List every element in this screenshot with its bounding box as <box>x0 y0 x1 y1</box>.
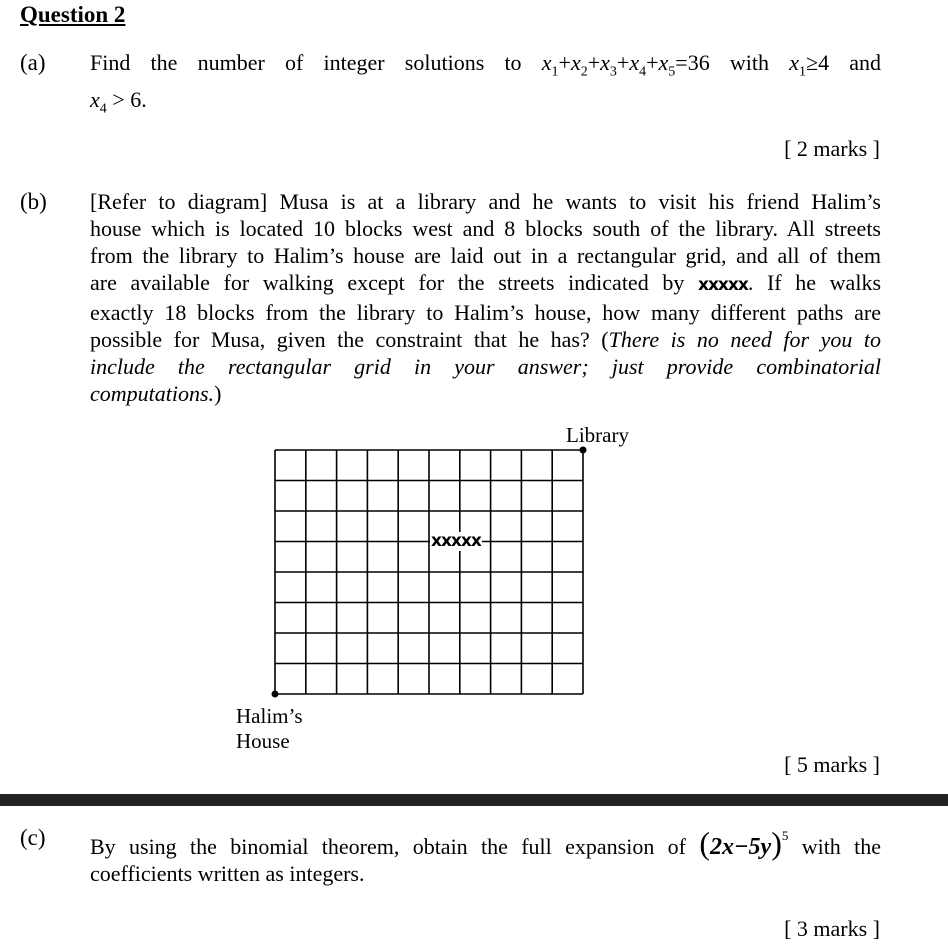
part-c-label: (c) <box>20 825 46 850</box>
part-a-and: and <box>849 50 882 75</box>
part-b-label: (b) <box>20 189 47 214</box>
part-c-line-1 <box>90 817 881 866</box>
part-a-label: (a) <box>20 50 46 75</box>
part-b-line: house which is located 10 blocks west and 8 blocks south of the library. All streets <box>90 216 881 241</box>
part-b-text <box>90 188 881 407</box>
part-b-line: [Refer to diagram] Musa is at a library and he wants to visit his friend Halim’s <box>90 189 881 214</box>
part-b-line: include the rectangular grid in your answer; just provide combinatorial <box>90 354 881 379</box>
house-label-line-2: House <box>236 729 290 753</box>
part-a-condition-2: $x_4 > 6$. <box>90 87 147 117</box>
part-c-marks: [ 3 marks ] <box>784 916 880 941</box>
part-a-intro: Find the number of integer solutions to <box>90 50 522 75</box>
house-label <box>236 704 303 754</box>
part-b-line: exactly 18 blocks from the library to Halim’s house, how many different paths are <box>90 300 881 325</box>
part-b-line: computations.) <box>90 381 222 406</box>
part-a-marks: [ 2 marks ] <box>784 136 880 161</box>
blocked-streets-marker: xxxxx <box>431 531 481 551</box>
blocked-marker-inline: xxxxx <box>698 275 748 295</box>
part-b-note: There is no need for you to <box>608 327 881 352</box>
library-label: Library <box>566 423 629 447</box>
part-a-line-2 <box>90 86 147 122</box>
halims-house-point <box>272 691 279 698</box>
house-label-line-1: Halim’s <box>236 704 303 728</box>
library-point <box>580 447 587 454</box>
part-a-condition-1: $x_1\ge 4$ <box>789 50 830 80</box>
section-divider <box>0 794 948 806</box>
part-a-line-1 <box>90 49 881 85</box>
street-grid-diagram <box>268 444 590 700</box>
binomial-expression: $(2x-5y)^5$ <box>699 825 789 861</box>
part-b-line: from the library to Halim’s house are laid out in a rectangular grid, and all of them <box>90 243 881 268</box>
part-b-marks: [ 5 marks ] <box>784 752 880 777</box>
part-c-with-the: with the <box>801 834 882 859</box>
part-c-intro: By using the binomial theorem, obtain the full expansion of <box>90 834 686 859</box>
question-title: Question 2 <box>20 2 126 27</box>
part-c-line-2: coefficients written as integers. <box>90 861 365 886</box>
part-a-equation: $x_1+x_2+x_3+x_4+x_5=36$ <box>541 50 710 80</box>
part-b-line: possible for Musa, given the constraint that he has? (There is no need for you to <box>90 327 881 352</box>
part-a-with: with <box>729 50 770 75</box>
part-b-line: are available for walking except for the streets indicated by xxxxx. If he walks <box>90 270 882 295</box>
